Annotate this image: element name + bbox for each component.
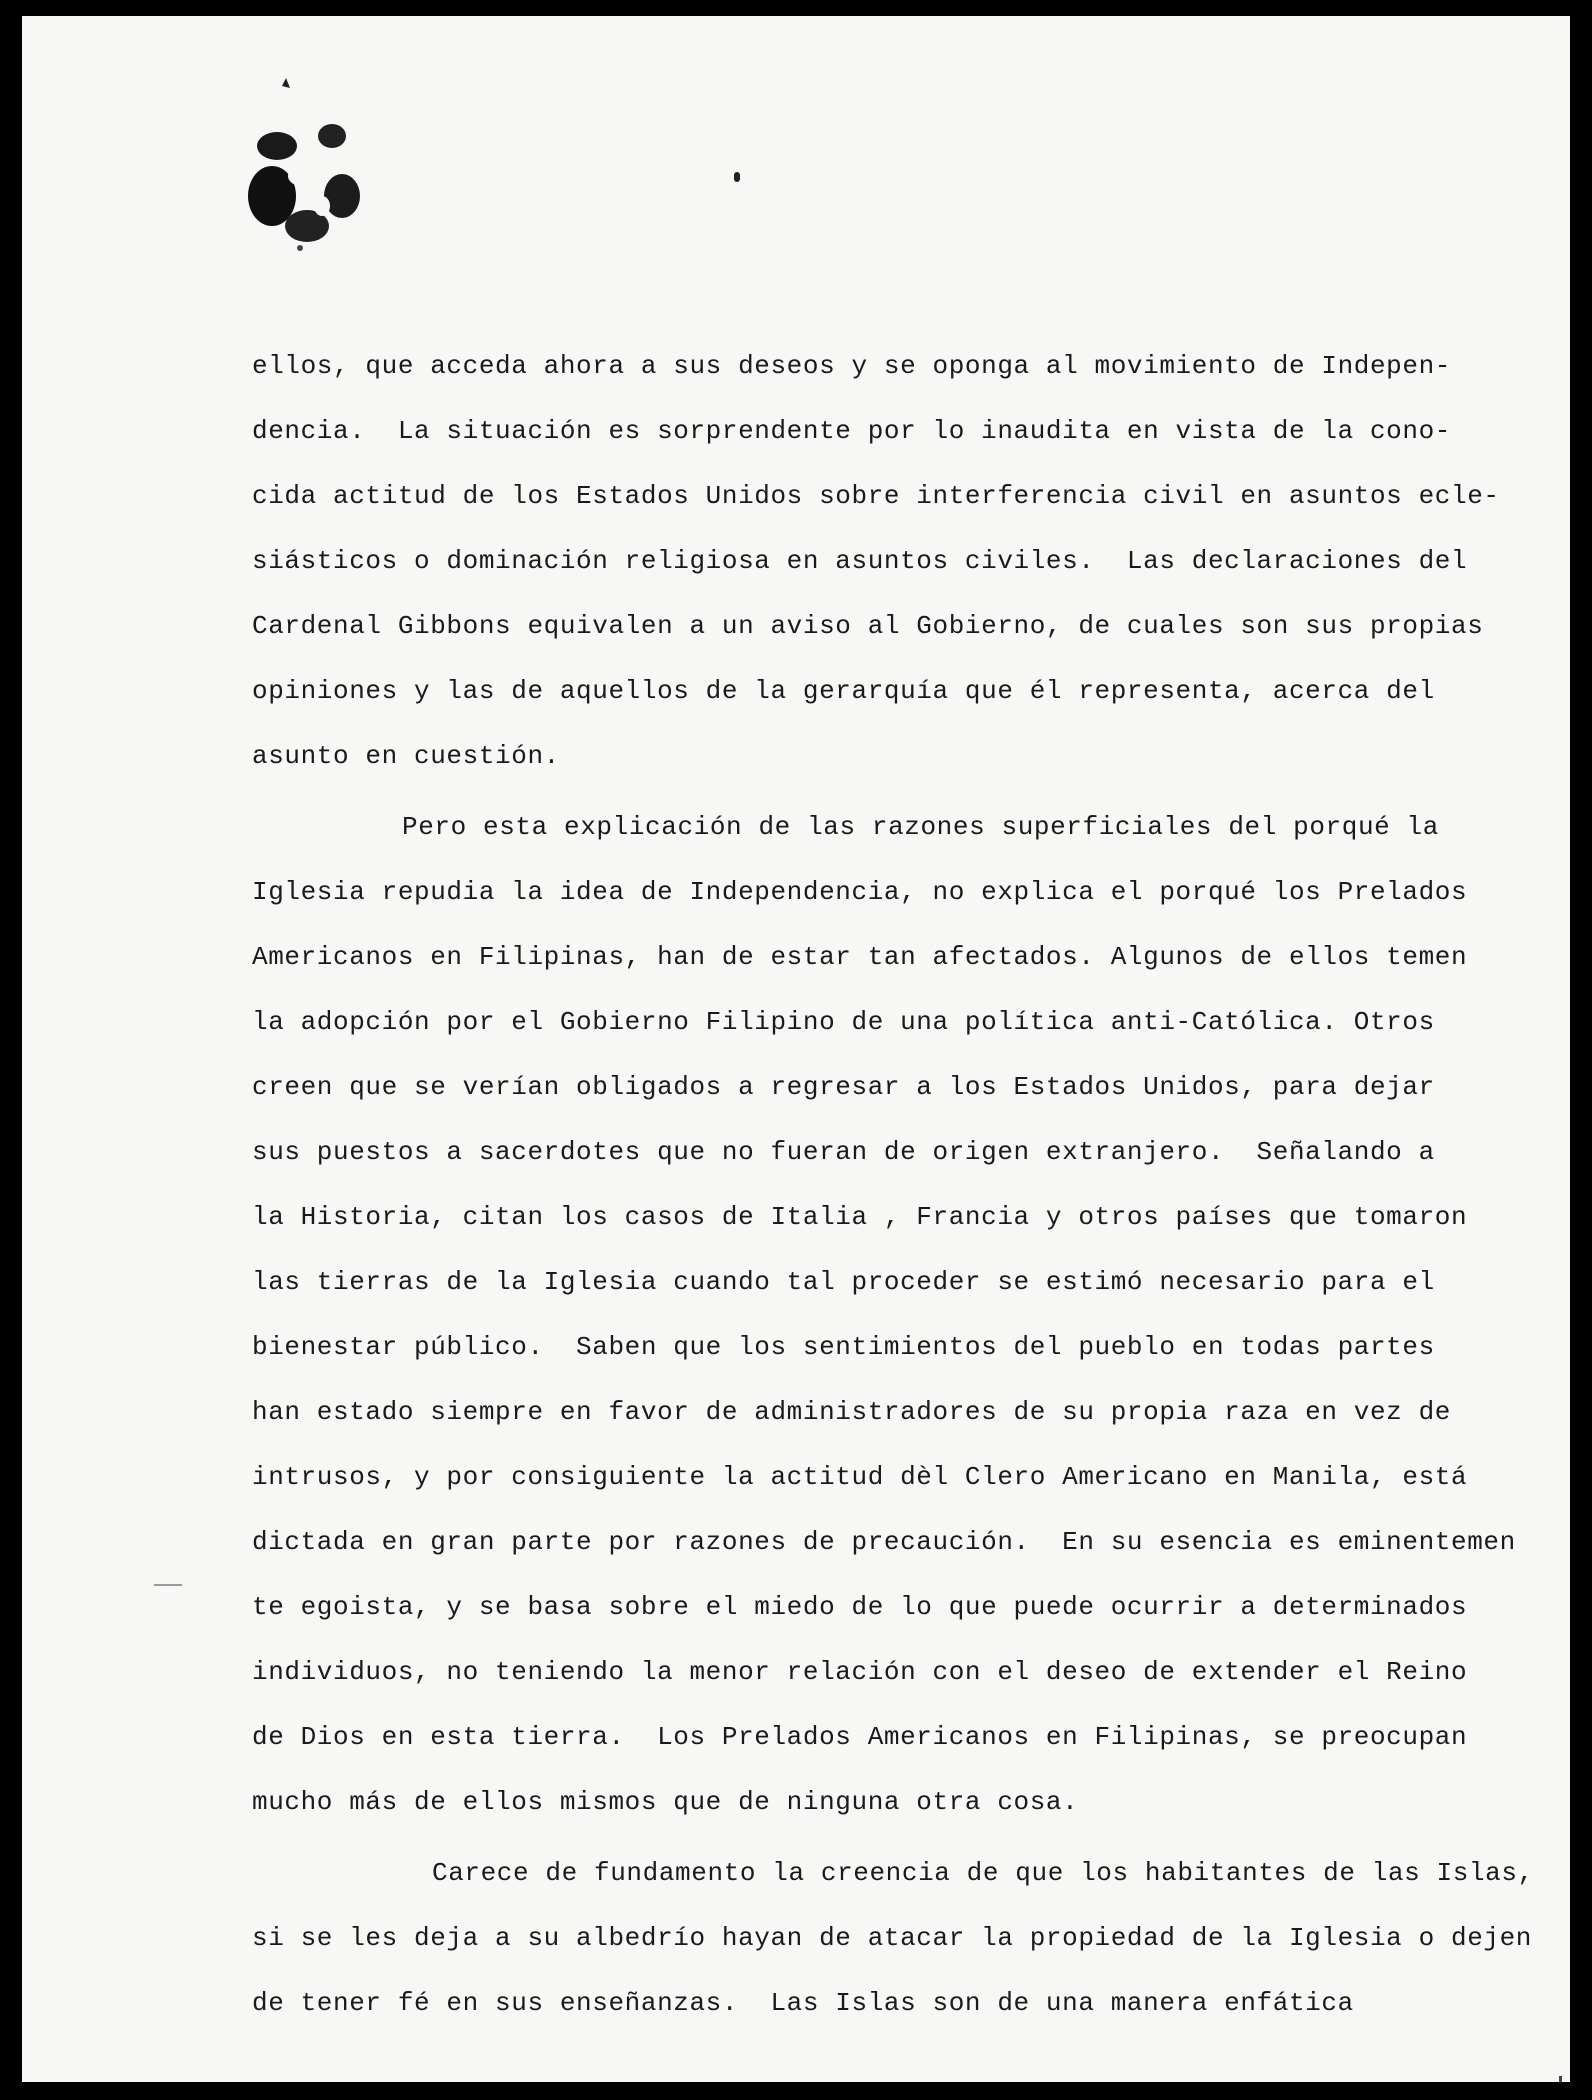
paragraph-3 [252, 1841, 1534, 2036]
text-line: ellos, que acceda ahora a sus deseos y se oponga al movimiento de Indepen- [252, 351, 1451, 381]
page-mark [734, 172, 740, 182]
text-line: bienestar público. Saben que los sentimientos del pueblo en todas partes [252, 1332, 1435, 1362]
text-line: dencia. La situación es sorprendente por lo inaudita en vista de la cono- [252, 416, 1451, 446]
text-line: dictada en gran parte por razones de precaución. En su esencia es eminentemen [252, 1527, 1516, 1557]
paragraph-2 [252, 795, 1522, 1835]
text-line: creen que se verían obligados a regresar a los Estados Unidos, para dejar [252, 1072, 1435, 1102]
ink-blot-stain [242, 76, 402, 256]
text-line: Cardenal Gibbons equivalen a un aviso al Gobierno, de cuales son sus propias [252, 611, 1484, 641]
page-edge-mark [1559, 2076, 1562, 2082]
text-line: asunto en cuestión. [252, 741, 560, 771]
text-line: de Dios en esta tierra. Los Prelados Americanos en Filipinas, se preocupan [252, 1722, 1468, 1752]
text-line: si se les deja a su albedrío hayan de atacar la propiedad de la Iglesia o dejen [252, 1923, 1532, 1953]
text-line: intrusos, y por consiguiente la actitud dèl Clero Americano en Manila, está [252, 1462, 1468, 1492]
text-line: siásticos o dominación religiosa en asuntos civiles. Las declaraciones del [252, 546, 1468, 576]
paragraph-1 [252, 334, 1522, 789]
text-line: te egoista, y se basa sobre el miedo de lo que puede ocurrir a determinados [252, 1592, 1468, 1622]
text-line: Pero esta explicación de las razones superficiales del porqué la [402, 812, 1439, 842]
typewritten-text [252, 334, 1534, 2036]
document-page [22, 16, 1570, 2082]
text-line: la adopción por el Gobierno Filipino de una política anti-Católica. Otros [252, 1007, 1435, 1037]
text-line: Iglesia repudia la idea de Independencia, no explica el porqué los Prelados [252, 877, 1468, 907]
text-line: Carece de fundamento la creencia de que los habitantes de las Islas, [432, 1858, 1534, 1888]
text-line: individuos, no teniendo la menor relación con el deseo de extender el Reino [252, 1657, 1468, 1687]
text-line: Americanos en Filipinas, han de estar tan afectados. Algunos de ellos temen [252, 942, 1468, 972]
text-line: han estado siempre en favor de administradores de su propia raza en vez de [252, 1397, 1451, 1427]
text-line: las tierras de la Iglesia cuando tal proceder se estimó necesario para el [252, 1267, 1435, 1297]
text-line: cida actitud de los Estados Unidos sobre interferencia civil en asuntos ecle- [252, 481, 1500, 511]
text-line: la Historia, citan los casos de Italia , Francia y otros países que tomaron [252, 1202, 1468, 1232]
stray-mark [154, 1584, 182, 1586]
text-line: mucho más de ellos mismos que de ninguna otra cosa. [252, 1787, 1079, 1817]
text-line: sus puestos a sacerdotes que no fueran de origen extranjero. Señalando a [252, 1137, 1435, 1167]
text-line: de tener fé en sus enseñanzas. Las Islas son de una manera enfática [252, 1988, 1354, 2018]
text-line: opiniones y las de aquellos de la gerarquía que él representa, acerca del [252, 676, 1435, 706]
